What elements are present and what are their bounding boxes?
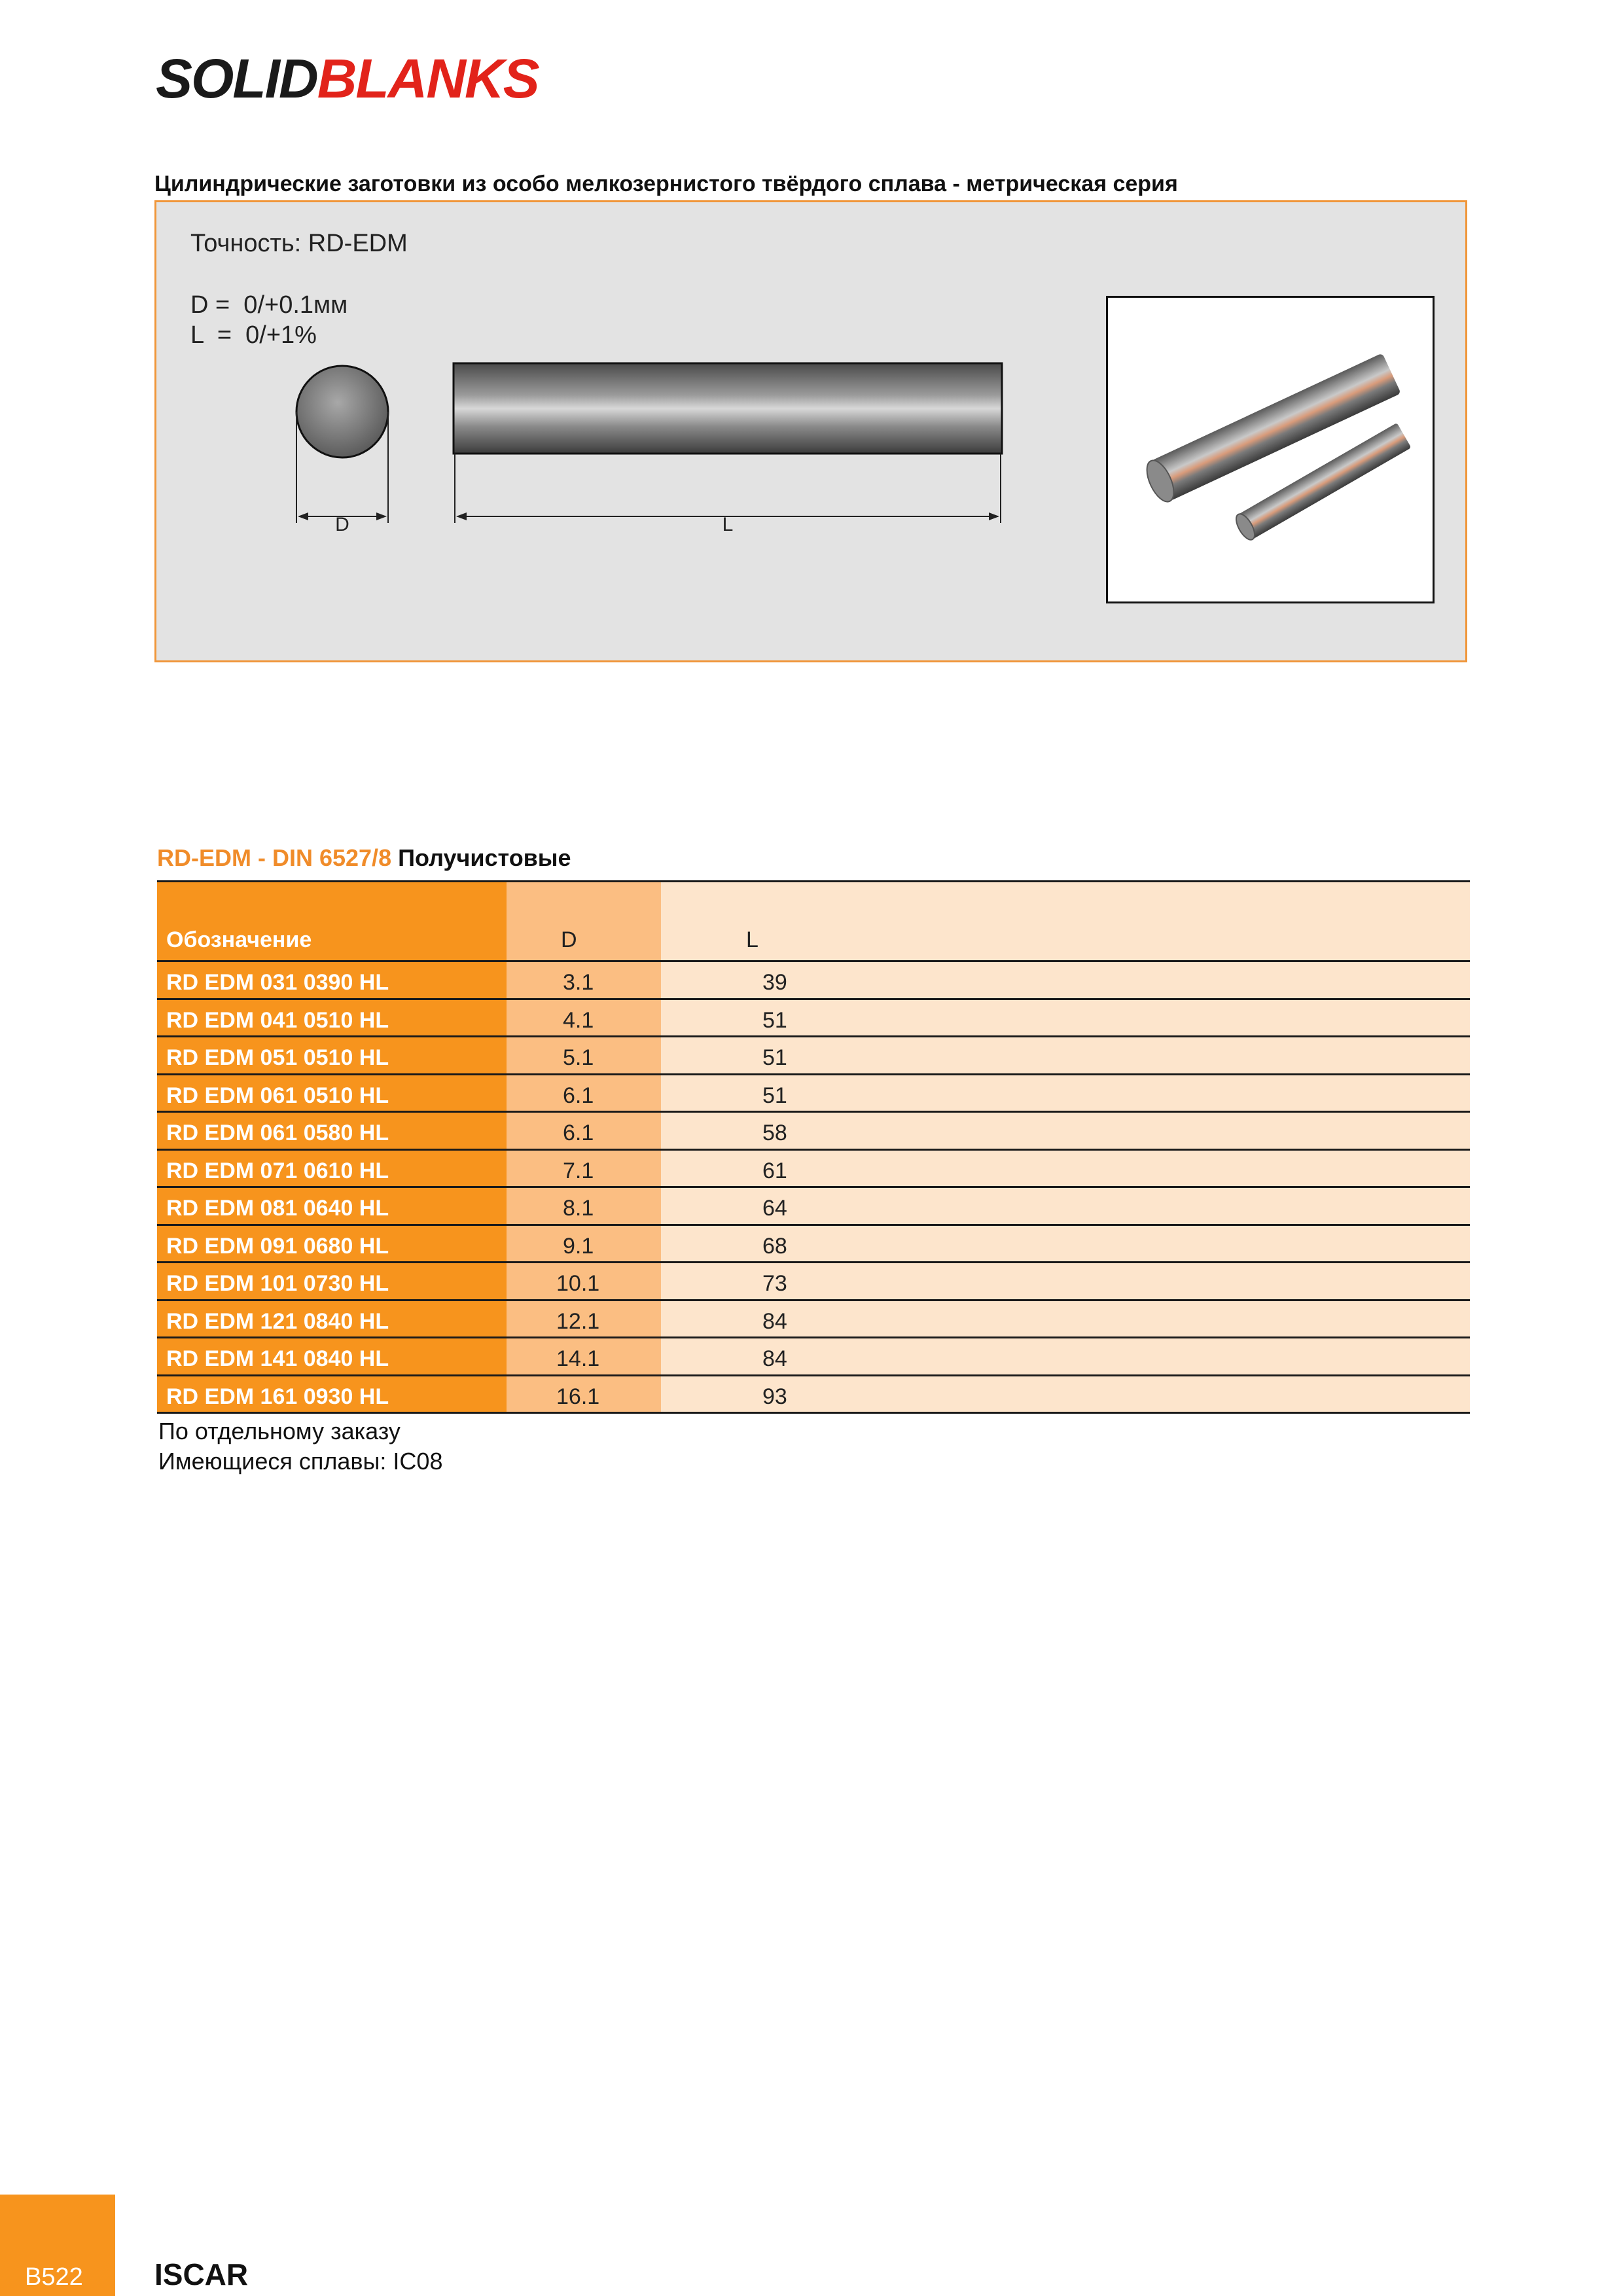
tolerance-l: L = 0/+1% — [190, 321, 317, 349]
note-on-request: По отдельному заказу — [158, 1418, 401, 1444]
header-l: L — [746, 927, 758, 952]
header-d: D — [561, 927, 577, 952]
rod-drawing — [156, 202, 1073, 569]
cell-d: 7.1 — [563, 1158, 594, 1183]
brand-name: ISCAR — [154, 2257, 249, 2291]
table-row — [157, 1263, 1470, 1299]
cell-designation: RD EDM 081 0640 HL — [166, 1196, 389, 1221]
cell-d: 3.1 — [563, 970, 594, 995]
rod-side-view — [454, 363, 1002, 454]
cell-d: 5.1 — [563, 1045, 594, 1070]
table-row — [157, 1376, 1470, 1412]
note-grades: Имеющиеся сплавы: IC08 — [158, 1448, 443, 1475]
cell-d: 6.1 — [563, 1083, 594, 1108]
accuracy-label: Точность: RD-EDM — [190, 230, 408, 257]
cell-d: 10.1 — [556, 1271, 600, 1296]
table-row — [157, 1301, 1470, 1337]
cell-l: 51 — [762, 1045, 787, 1070]
cell-l: 51 — [762, 1083, 787, 1108]
cell-l: 64 — [762, 1196, 787, 1221]
cell-d: 14.1 — [556, 1346, 600, 1371]
cell-l: 68 — [762, 1233, 787, 1259]
cell-designation: RD EDM 071 0610 HL — [166, 1158, 389, 1183]
cell-d: 6.1 — [563, 1121, 594, 1145]
cell-l: 58 — [762, 1121, 787, 1145]
table-title-desc: Получистовые — [391, 844, 571, 871]
cell-d: 12.1 — [556, 1308, 600, 1334]
cell-l: 39 — [762, 970, 787, 995]
dim-d-label: D — [335, 514, 349, 535]
solidblanks-logo — [156, 48, 539, 109]
rods-photo-image — [1108, 298, 1433, 601]
table-row — [157, 1226, 1470, 1262]
table-row — [157, 1113, 1470, 1149]
spec-box — [154, 200, 1467, 662]
logo-blanks: BLANKS — [317, 48, 539, 109]
logo-solid: SOLID — [156, 48, 317, 109]
cell-d: 8.1 — [563, 1196, 594, 1221]
table-row — [157, 1338, 1470, 1374]
table-row — [157, 1000, 1470, 1036]
cell-designation: RD EDM 061 0580 HL — [166, 1121, 389, 1145]
rods-photo — [1106, 296, 1435, 603]
cell-designation: RD EDM 031 0390 HL — [166, 970, 389, 995]
cell-designation: RD EDM 161 0930 HL — [166, 1384, 389, 1409]
page-number: B522 — [25, 2263, 83, 2291]
dim-l-label: L — [722, 514, 734, 535]
cell-designation: RD EDM 091 0680 HL — [166, 1233, 389, 1259]
cell-l: 84 — [762, 1308, 787, 1334]
table-row — [157, 1188, 1470, 1224]
table-title-code: RD-EDM - DIN 6527/8 — [157, 844, 392, 871]
cell-d: 4.1 — [563, 1007, 594, 1033]
page-subtitle: Цилиндрические заготовки из особо мелкозернистого твёрдого сплава - метрическая серия — [154, 171, 1178, 196]
cell-d: 16.1 — [556, 1384, 600, 1409]
cell-designation: RD EDM 121 0840 HL — [166, 1308, 389, 1334]
cell-designation: RD EDM 061 0510 HL — [166, 1083, 389, 1108]
cell-d: 9.1 — [563, 1233, 594, 1259]
cell-designation: RD EDM 051 0510 HL — [166, 1045, 389, 1070]
cell-designation: RD EDM 041 0510 HL — [166, 1007, 389, 1033]
table-row — [157, 1037, 1470, 1073]
cell-l: 51 — [762, 1007, 787, 1033]
cell-l: 73 — [762, 1271, 787, 1296]
tolerance-d: D = 0/+0.1мм — [190, 291, 348, 319]
table-title — [157, 844, 571, 872]
table-row — [157, 1075, 1470, 1111]
cell-designation: RD EDM 141 0840 HL — [166, 1346, 389, 1371]
table-row — [157, 962, 1470, 998]
notes — [158, 1416, 442, 1477]
cross-section-circle — [296, 366, 388, 457]
table-header-row — [157, 880, 1470, 960]
cell-designation: RD EDM 101 0730 HL — [166, 1271, 389, 1296]
cell-l: 93 — [762, 1384, 787, 1409]
header-designation: Обозначение — [166, 927, 312, 952]
cell-l: 61 — [762, 1158, 787, 1183]
cell-l: 84 — [762, 1346, 787, 1371]
table-row — [157, 1151, 1470, 1187]
